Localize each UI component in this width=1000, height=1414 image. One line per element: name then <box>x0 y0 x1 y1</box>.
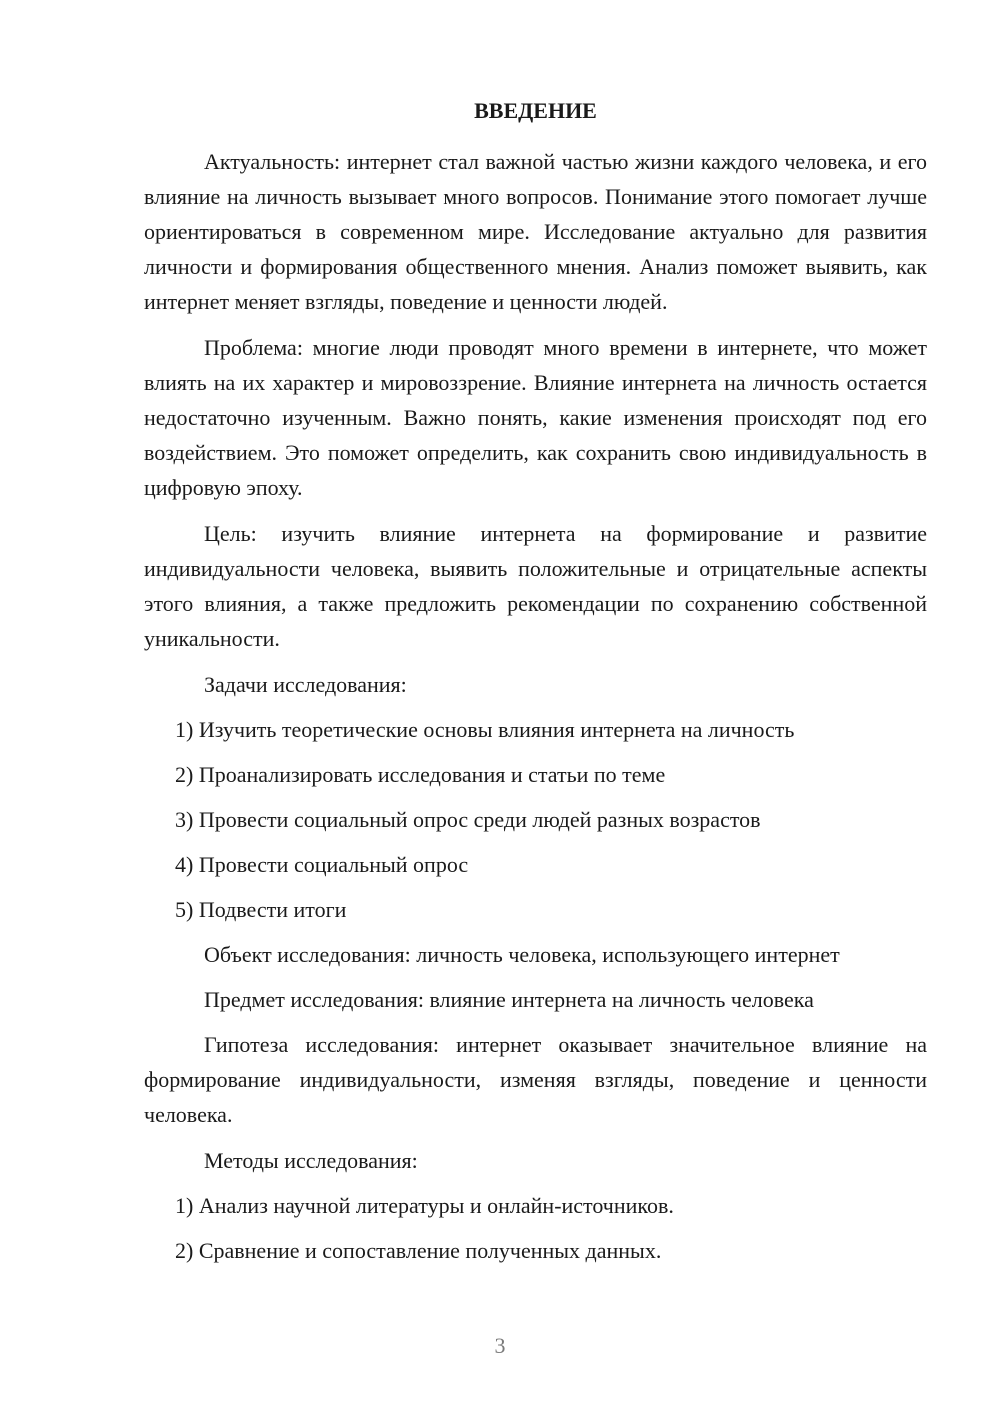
task-item: 4) Провести социальный опрос <box>175 852 469 877</box>
methods-heading: Методы исследования: <box>204 1148 418 1173</box>
method-item: 1) Анализ научной литературы и онлайн-источников. <box>175 1193 674 1218</box>
method-item: 2) Сравнение и сопоставление полученных данных. <box>175 1238 662 1263</box>
research-object: Объект исследования: личность человека, использующего интернет <box>204 942 840 967</box>
task-item: 3) Провести социальный опрос среди людей разных возрастов <box>175 807 761 832</box>
problem-paragraph: Проблема: многие люди проводят много времени в интернете, что может влиять на их характер и мировоззрение. Влияние интернета на личность остается недостаточно изученным. Важно понять, какие изменения происходят под его воздействием. Это поможет определить, как сохранить свою индивидуальность в цифровую эпоху. <box>144 335 927 500</box>
goal-paragraph: Цель: изучить влияние интернета на формирование и развитие индивидуальности человека, выявить положительные и отрицательные аспекты этого влияния, а также предложить рекомендации по сохранению собственной уникальности. <box>144 521 927 651</box>
tasks-heading: Задачи исследования: <box>204 672 407 697</box>
page-title: ВВЕДЕНИЕ <box>474 98 597 123</box>
task-item: 5) Подвести итоги <box>175 897 347 922</box>
document-body <box>144 96 927 1278</box>
relevance-paragraph: Актуальность: интернет стал важной частью жизни каждого человека, и его влияние на личность вызывает много вопросов. Понимание этого помогает лучше ориентироваться в современном мире. Исследование актуально для развития личности и формирования общественного мнения. Анализ поможет выявить, как интернет меняет взгляды, поведение и ценности людей. <box>144 149 927 314</box>
task-item: 2) Проанализировать исследования и статьи по теме <box>175 762 666 787</box>
page-number: 3 <box>494 1333 506 1358</box>
task-item: 1) Изучить теоретические основы влияния интернета на личность <box>175 717 795 742</box>
research-subject: Предмет исследования: влияние интернета на личность человека <box>204 987 814 1012</box>
hypothesis-paragraph: Гипотеза исследования: интернет оказывает значительное влияние на формирование индивидуальности, изменяя взгляды, поведение и ценности человека. <box>144 1032 927 1127</box>
